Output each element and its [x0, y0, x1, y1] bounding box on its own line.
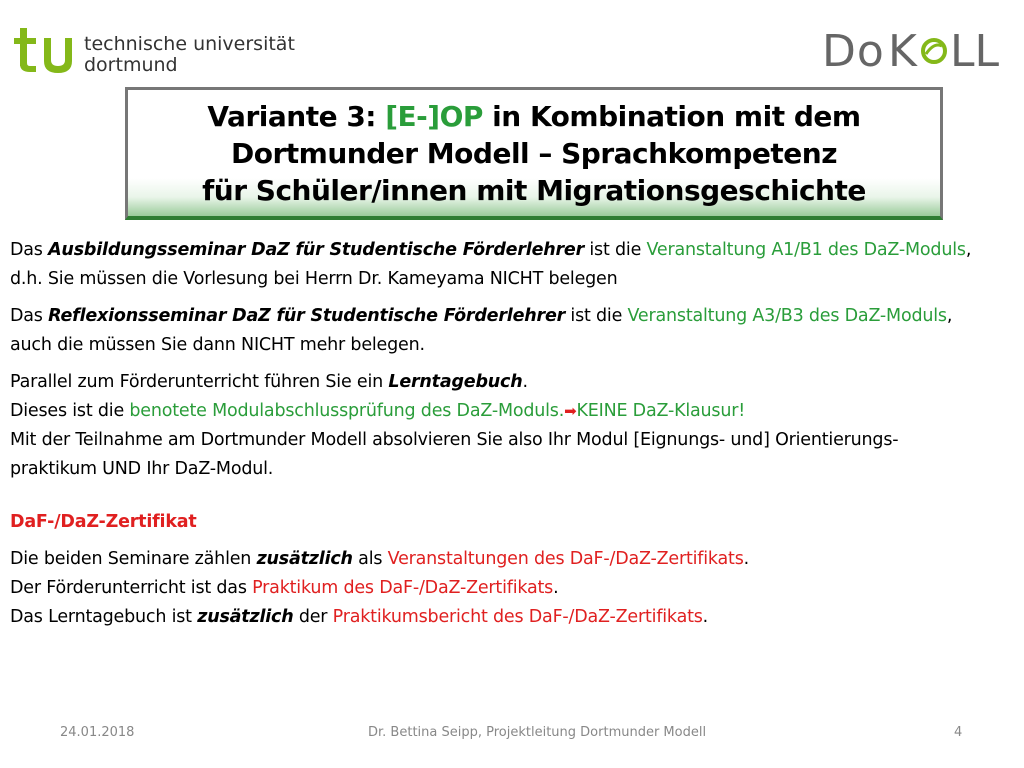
- p3-keine-klausur: KEINE DaZ-Klausur!: [576, 401, 746, 421]
- p2-text-e: ,: [946, 306, 953, 326]
- cert-l1c: als: [352, 549, 388, 569]
- footer-date: 24.01.2018: [60, 725, 135, 740]
- p1-line2: d.h. Sie müssen die Vorlesung bei Herrn Dr. Kameyama NICHT belegen: [10, 269, 618, 289]
- p3-l3: Mit der Teilnahme am Dortmunder Modell absolvieren Sie also Ihr Modul [Eignungs- und] Orientierungs-: [10, 430, 899, 450]
- dokoll-logo-icon: [822, 24, 1002, 74]
- cert-l1b: zusätzlich: [256, 549, 353, 569]
- slide-body: [10, 236, 1010, 640]
- tu-logo-line2: dortmund: [84, 54, 178, 76]
- paragraph-lerntagebuch: [10, 368, 1010, 484]
- slide-title-box: [125, 87, 943, 220]
- title-prefix: Variante 3:: [207, 100, 386, 133]
- p2-seminar-name: Reflexionsseminar DaZ für Studentische Förderlehrer: [48, 306, 566, 326]
- cert-l2b: Praktikum des DaF-/DaZ-Zertifikats: [252, 578, 554, 598]
- p2-text-c: ist die: [565, 306, 628, 326]
- p2-veranstaltung: Veranstaltung A3/B3 des DaZ-Moduls: [627, 306, 947, 326]
- arrow-right-icon: ➡: [564, 402, 577, 420]
- title-line2: Dortmunder Modell – Sprachkompetenz: [231, 137, 837, 170]
- svg-text:Do: Do: [822, 26, 885, 74]
- paragraph-zertifikat: [10, 508, 1010, 632]
- p2-text-a: Das: [10, 306, 49, 326]
- title-line1-rest: in Kombination mit dem: [482, 100, 861, 133]
- cert-l3c: der: [293, 607, 333, 627]
- dokoll-logo: [822, 24, 1002, 74]
- paragraph-reflexionsseminar: [10, 302, 1010, 360]
- cert-l1e: .: [743, 549, 750, 569]
- cert-l2c: .: [553, 578, 559, 598]
- p3-modulpruefung: benotete Modulabschlussprüfung des DaZ-Moduls.: [129, 401, 565, 421]
- cert-l3a: Das Lerntagebuch ist: [10, 607, 198, 627]
- tu-logo-line1: technische universität: [84, 33, 295, 55]
- p3-l1a: Parallel zum Förderunterricht führen Sie ein: [10, 372, 389, 392]
- cert-l3e: .: [702, 607, 709, 627]
- p1-text-a: Das: [10, 240, 49, 260]
- tu-dortmund-logo: [14, 28, 314, 78]
- p1-veranstaltung: Veranstaltung A1/B1 des DaZ-Moduls: [646, 240, 966, 260]
- cert-l2a: Der Förderunterricht ist das: [10, 578, 253, 598]
- title-line3: für Schüler/innen mit Migrationsgeschichte: [202, 174, 866, 207]
- p1-text-e: ,: [965, 240, 972, 260]
- tu-logo-mark-icon: [14, 28, 78, 74]
- p3-lerntagebuch: Lerntagebuch: [388, 372, 523, 392]
- p1-text-c: ist die: [584, 240, 647, 260]
- p3-l4: praktikum UND Ihr DaZ-Modul.: [10, 459, 274, 479]
- p3-l2a: Dieses ist die: [10, 401, 130, 421]
- zertifikat-heading: DaF-/DaZ-Zertifikat: [10, 512, 197, 532]
- p3-l1c: .: [522, 372, 528, 392]
- cert-l1d: Veranstaltungen des DaF-/DaZ-Zertifikats: [387, 549, 744, 569]
- footer-page-number: 4: [954, 725, 963, 740]
- slide-title: [128, 90, 940, 209]
- p1-seminar-name: Ausbildungsseminar DaZ für Studentische Förderlehrer: [48, 240, 585, 260]
- p2-line2: auch die müssen Sie dann NICHT mehr belegen.: [10, 335, 425, 355]
- footer-author: Dr. Bettina Seipp, Projektleitung Dortmunder Modell: [368, 725, 707, 740]
- svg-text:LL: LL: [950, 26, 1000, 74]
- paragraph-ausbildungsseminar: [10, 236, 1010, 294]
- cert-l3b: zusätzlich: [197, 607, 294, 627]
- cert-l1a: Die beiden Seminare zählen: [10, 549, 257, 569]
- svg-text:K: K: [888, 26, 917, 74]
- cert-l3d: Praktikumsbericht des DaF-/DaZ-Zertifikats: [332, 607, 703, 627]
- title-highlight: [E-]OP: [385, 100, 483, 133]
